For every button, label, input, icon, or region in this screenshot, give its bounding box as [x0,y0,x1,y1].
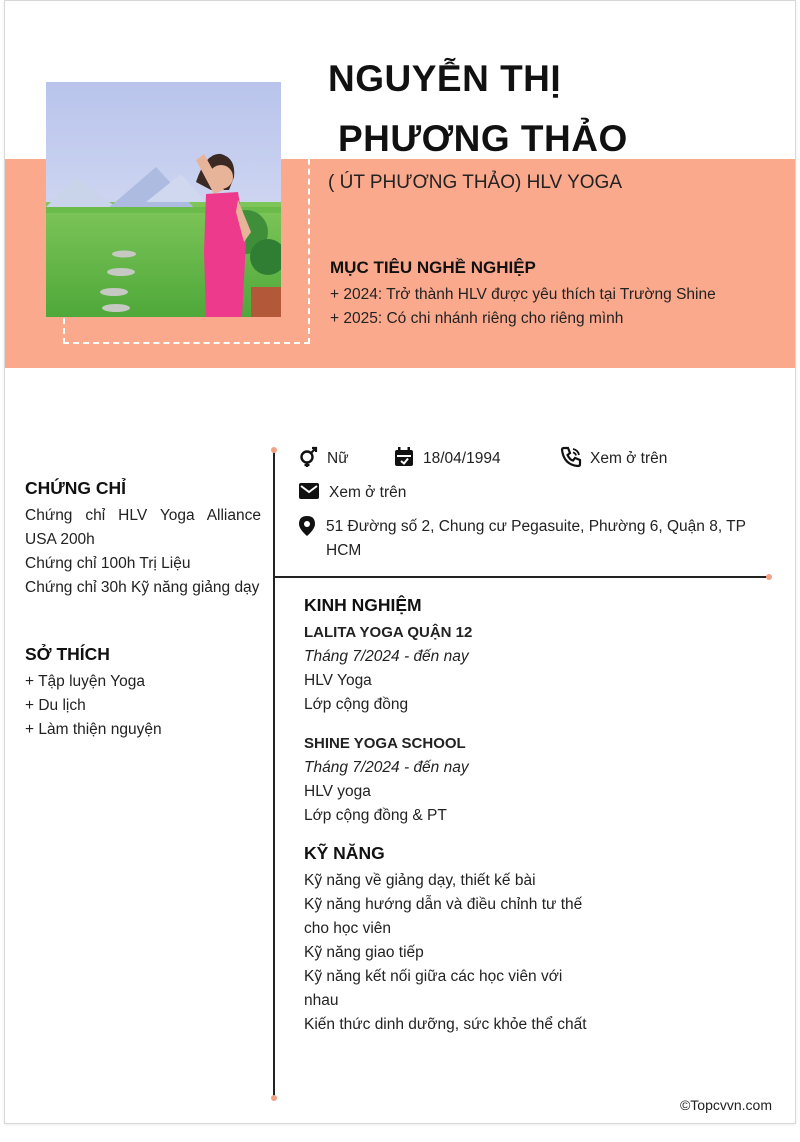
job-detail: Lớp cộng đồng & PT [304,807,447,824]
certificate-item: Chứng chỉ 100h Trị Liệu [25,555,191,572]
skill-line: Kỹ năng về giảng dạy, thiết kế bài [304,872,536,889]
vertical-divider [273,450,275,1098]
hobby-item: + Làm thiện nguyện [25,721,162,738]
address-line-1: 51 Đường số 2, Chung cư Pegasuite, Phường 6, Quận 8, TP [326,518,746,535]
skill-line: Kỹ năng kết nối giữa các học viên với [304,968,563,985]
email-value: Xem ở trên [329,484,407,501]
objective-title: MỤC TIÊU NGHỀ NGHIỆP [330,258,536,277]
birthday-value: 18/04/1994 [423,450,501,467]
certificate-item: Chứng chỉ 30h Kỹ năng giảng dạy [25,579,260,596]
certificate-item: Chứng chỉ HLV Yoga Alliance USA 200h [25,507,261,548]
job-role: HLV yoga [304,783,371,800]
job-period: Tháng 7/2024 - đến nay [304,759,469,776]
experience-title: KINH NGHIỆM [304,595,422,615]
location-icon [298,515,316,542]
name-line-2: PHƯƠNG THẢO [338,118,628,159]
objective-line: + 2025: Có chi nhánh riêng cho riêng mình [330,310,624,327]
footer-credit[interactable]: ©Topcvvn.com [679,1097,772,1113]
job-company: LALITA YOGA QUẬN 12 [304,624,473,641]
phone-value: Xem ở trên [590,450,668,467]
calendar-icon [393,446,415,473]
job-role: HLV Yoga [304,672,372,689]
skill-line: nhau [304,992,339,1009]
horizontal-divider [273,576,769,578]
job-company: SHINE YOGA SCHOOL [304,735,466,752]
skill-line: Kiến thức dinh dưỡng, sức khỏe thể chất [304,1016,587,1033]
objective-line: + 2024: Trở thành HLV được yêu thích tại Trường Shine [330,286,716,303]
skills-title: KỸ NĂNG [304,843,385,863]
mail-icon [298,481,320,506]
gender-icon [298,446,320,473]
timeline-dot [766,574,772,580]
skill-line: Kỹ năng giao tiếp [304,944,424,961]
hobby-item: + Tập luyện Yoga [25,673,145,690]
skill-line: Kỹ năng hướng dẫn và điều chỉnh tư thế [304,896,583,913]
timeline-dot [271,447,277,453]
hobby-item: + Du lịch [25,697,86,714]
timeline-dot [271,1095,277,1101]
skill-line: cho học viên [304,920,392,937]
address-line-2: HCM [326,542,362,559]
job-detail: Lớp cộng đồng [304,696,409,713]
gender-value: Nữ [327,450,349,467]
certificates-title: CHỨNG CHỈ [25,478,127,498]
subtitle: ( ÚT PHƯƠNG THẢO) HLV YOGA [328,172,622,193]
job-period: Tháng 7/2024 - đến nay [304,648,469,665]
phone-icon [560,446,582,473]
profile-photo [46,82,281,317]
name-line-1: NGUYỄN THỊ [328,58,562,99]
hobbies-title: SỞ THÍCH [25,644,110,664]
